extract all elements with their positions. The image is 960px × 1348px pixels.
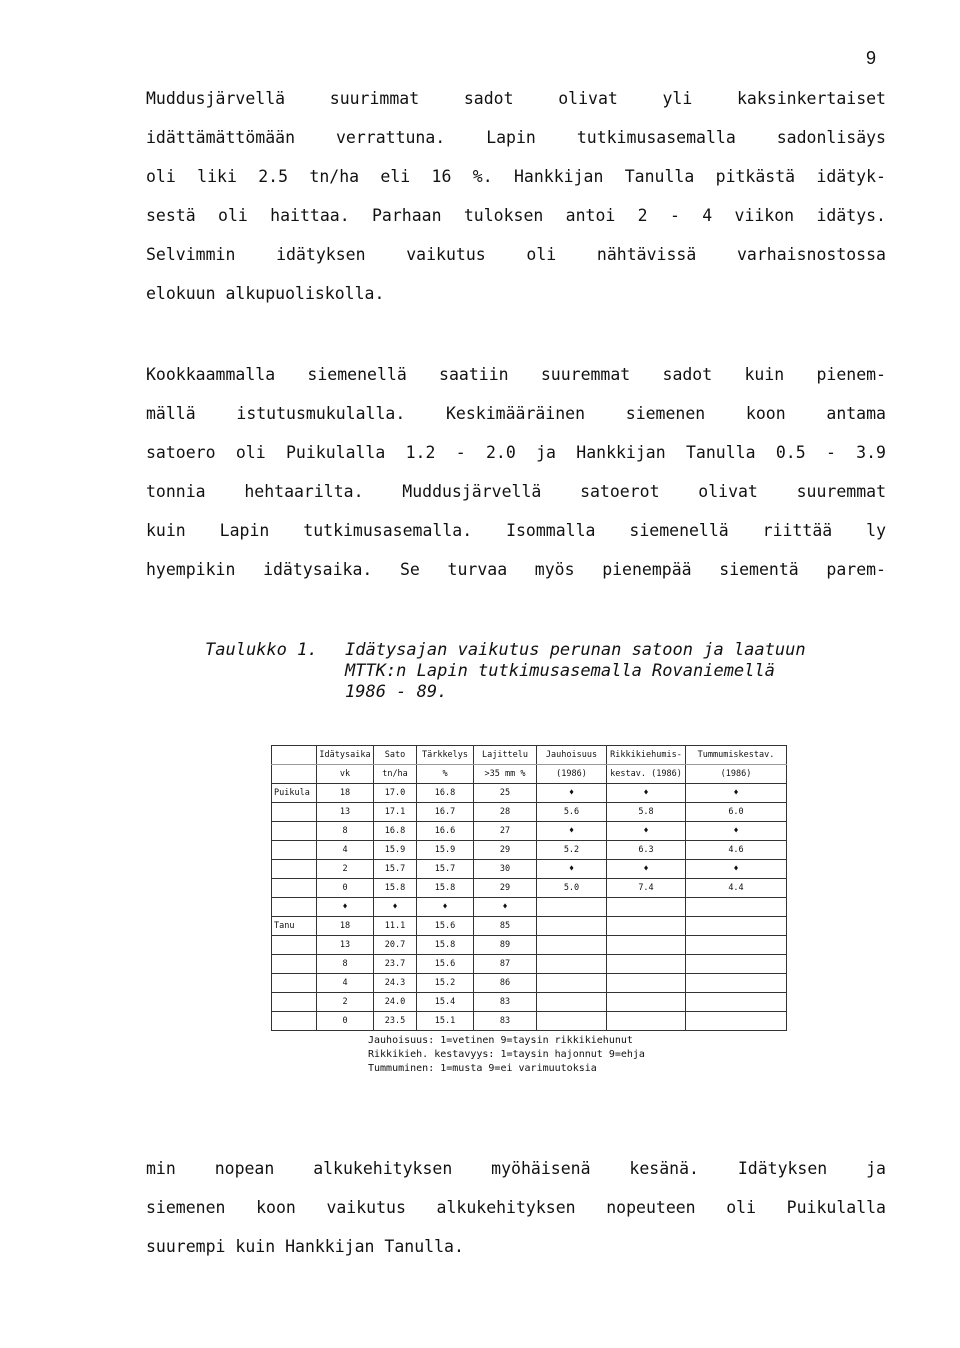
table-header-row-cell: >35 mm % [474, 765, 537, 784]
table-row [272, 860, 787, 879]
paragraph-2 [146, 364, 886, 598]
table-row-cell: 5.6 [537, 803, 607, 822]
table-row-cell [686, 917, 787, 936]
table-row [272, 1012, 787, 1031]
page-number: 9 [866, 48, 877, 68]
table-row-cell: Puikula [272, 784, 317, 803]
table-caption-line: MTTK:n Lapin tutkimusasemalla Rovaniemellä [345, 661, 775, 681]
table-row-cell: ♦ [607, 860, 686, 879]
table-row-cell: 15.9 [374, 841, 417, 860]
table-row-cell: 5.0 [537, 879, 607, 898]
table-row-cell: 85 [474, 917, 537, 936]
table-row-cell [272, 860, 317, 879]
table-header-row-cell: Rikkikiehumis- [607, 746, 686, 765]
table-header-row-cell: Tummumiskestav. [686, 746, 787, 765]
text-line: oli liki 2.5 tn/ha eli 16 %. Hankkijan Tanulla pitkästä idätyk- [146, 167, 886, 186]
text-line: mällä istutusmukulalla. Keskimääräinen siemenen koon antama [146, 404, 886, 423]
table-note: Jauhoisuus: 1=vetinen 9=taysin rikkikiehunut [368, 1035, 633, 1046]
table-row-cell: 17.1 [374, 803, 417, 822]
table-row-cell: ♦ [417, 898, 474, 917]
table-header-row-cell [272, 746, 317, 765]
table-row-cell: 16.8 [374, 822, 417, 841]
table-row-cell [272, 879, 317, 898]
text-line: hyempikin idätysaika. Se turvaa myös pienempää siementä parem- [146, 560, 886, 579]
text-line: elokuun alkupuoliskolla. [146, 284, 385, 303]
table-row-cell: 0 [317, 879, 374, 898]
table-row-cell [607, 955, 686, 974]
table-row-cell: 5.2 [537, 841, 607, 860]
table-row-cell: 20.7 [374, 936, 417, 955]
table-header-row-cell: Tärkkelys [417, 746, 474, 765]
table-header-row-cell [272, 765, 317, 784]
table-row-cell: 30 [474, 860, 537, 879]
table-caption-label: Taulukko 1. [205, 640, 318, 660]
table-row-cell: 0 [317, 1012, 374, 1031]
table-row-cell: 86 [474, 974, 537, 993]
table-row-cell: 25 [474, 784, 537, 803]
table-row-cell [272, 993, 317, 1012]
table-row-cell [537, 993, 607, 1012]
table-row-cell [272, 822, 317, 841]
table-row [272, 993, 787, 1012]
table-row-cell: 28 [474, 803, 537, 822]
table-row-cell: 7.4 [607, 879, 686, 898]
table-row-cell: ♦ [686, 822, 787, 841]
table-row-cell: 15.2 [417, 974, 474, 993]
text-line: Selvimmin idätyksen vaikutus oli nähtävissä varhaisnostossa [146, 245, 886, 264]
table-row-cell: 13 [317, 936, 374, 955]
table-row-cell [607, 1012, 686, 1031]
text-line: sestä oli haittaa. Parhaan tuloksen antoi 2 - 4 viikon idätys. [146, 206, 886, 225]
table-header-row-cell: vk [317, 765, 374, 784]
table-header-row-cell: Idätysaika [317, 746, 374, 765]
table-row-cell [607, 917, 686, 936]
table-row-cell: 6.3 [607, 841, 686, 860]
results-table [271, 745, 787, 1031]
table-row [272, 841, 787, 860]
table-row-cell: Tanu [272, 917, 317, 936]
table-row-cell: 16.8 [417, 784, 474, 803]
table-row-cell: 27 [474, 822, 537, 841]
table-row-cell: 5.8 [607, 803, 686, 822]
table-row-cell: ♦ [607, 822, 686, 841]
table-row-cell: 15.6 [417, 955, 474, 974]
table-row-cell: 11.1 [374, 917, 417, 936]
table-row-cell: 15.7 [417, 860, 474, 879]
table-row-cell: 15.6 [417, 917, 474, 936]
table-row-cell: 18 [317, 784, 374, 803]
table-row-cell [537, 955, 607, 974]
table-row [272, 936, 787, 955]
table-header-row [272, 765, 787, 784]
text-line: kuin Lapin tutkimusasemalla. Isommalla siemenellä riittää ly [146, 521, 886, 540]
text-line: suurempi kuin Hankkijan Tanulla. [146, 1237, 464, 1256]
table-row-cell: ♦ [474, 898, 537, 917]
table-row-cell: 83 [474, 1012, 537, 1031]
table-row-cell [537, 1012, 607, 1031]
table-row-cell: 6.0 [686, 803, 787, 822]
table-header-row-cell: Lajittelu [474, 746, 537, 765]
table-row-cell [272, 1012, 317, 1031]
table-row-cell [607, 898, 686, 917]
table-row-cell [607, 993, 686, 1012]
table-caption-line: 1986 - 89. [345, 682, 448, 702]
table-row-cell: 17.0 [374, 784, 417, 803]
table-header-row-cell: Jauhoisuus [537, 746, 607, 765]
table-row-cell [272, 955, 317, 974]
table-row-cell [607, 974, 686, 993]
table-row-cell: 15.4 [417, 993, 474, 1012]
table-row-cell: 15.1 [417, 1012, 474, 1031]
table-row-cell: 4.4 [686, 879, 787, 898]
table-row-cell: ♦ [607, 784, 686, 803]
table-row-cell [272, 803, 317, 822]
table-row-cell: ♦ [537, 784, 607, 803]
table-row-cell: 23.7 [374, 955, 417, 974]
table-row-cell: 15.8 [374, 879, 417, 898]
table-row-cell: 4 [317, 841, 374, 860]
table-row-cell [686, 898, 787, 917]
table-header-row-cell: (1986) [537, 765, 607, 784]
table-row-cell: 4 [317, 974, 374, 993]
table-row-cell: 16.7 [417, 803, 474, 822]
table-header-row-cell: % [417, 765, 474, 784]
table-row-cell [272, 841, 317, 860]
table-row-cell: ♦ [374, 898, 417, 917]
table-row-cell: ♦ [537, 860, 607, 879]
table-row-cell: 23.5 [374, 1012, 417, 1031]
table-row-cell: 24.3 [374, 974, 417, 993]
table-header-row-cell: kestav. (1986) [607, 765, 686, 784]
table-row-cell: ♦ [317, 898, 374, 917]
text-line: tonnia hehtaarilta. Muddusjärvellä satoerot olivat suuremmat [146, 482, 886, 501]
text-line: Muddusjärvellä suurimmat sadot olivat yli kaksinkertaiset [146, 89, 886, 108]
table-row-cell: 4.6 [686, 841, 787, 860]
paragraph-1 [146, 88, 886, 322]
table-row-cell: 89 [474, 936, 537, 955]
table-row-cell [537, 974, 607, 993]
table-row-cell: 15.7 [374, 860, 417, 879]
table-row-cell [686, 1012, 787, 1031]
table-row [272, 917, 787, 936]
table-row-cell: 15.8 [417, 879, 474, 898]
table-row-cell: 2 [317, 993, 374, 1012]
table-row-cell: 8 [317, 955, 374, 974]
table-row-cell: 29 [474, 879, 537, 898]
table-row-cell [686, 955, 787, 974]
text-line: idättämättömään verrattuna. Lapin tutkimusasemalla sadonlisäys [146, 128, 886, 147]
table-caption-line: Idätysajan vaikutus perunan satoon ja laatuun [345, 640, 806, 660]
table-header-row-cell: tn/ha [374, 765, 417, 784]
table-row-cell [686, 974, 787, 993]
table-row-cell: 87 [474, 955, 537, 974]
table-row-cell [537, 936, 607, 955]
table-row-cell: ♦ [686, 860, 787, 879]
table-row [272, 879, 787, 898]
table-row-cell: 83 [474, 993, 537, 1012]
text-line: siemenen koon vaikutus alkukehityksen nopeuteen oli Puikulalla [146, 1198, 886, 1217]
table-row-cell: 8 [317, 822, 374, 841]
table-row [272, 822, 787, 841]
table-row-cell: 18 [317, 917, 374, 936]
text-line: satoero oli Puikulalla 1.2 - 2.0 ja Hankkijan Tanulla 0.5 - 3.9 [146, 443, 886, 462]
table-row-cell [686, 936, 787, 955]
table-header-row [272, 746, 787, 765]
table-row-cell: ♦ [686, 784, 787, 803]
table-row-cell: ♦ [537, 822, 607, 841]
table-row [272, 898, 787, 917]
paragraph-3 [146, 1158, 886, 1275]
table-row-cell: 15.8 [417, 936, 474, 955]
table-row-cell: 2 [317, 860, 374, 879]
table-row [272, 803, 787, 822]
table-notes [368, 1034, 645, 1076]
table-note: Tummuminen: 1=musta 9=ei varimuutoksia [368, 1063, 597, 1074]
table-row-cell [272, 974, 317, 993]
table-caption [205, 640, 806, 703]
table-row-cell: 29 [474, 841, 537, 860]
table-row-cell: 24.0 [374, 993, 417, 1012]
table-header-row-cell: Sato [374, 746, 417, 765]
table-row-cell [272, 936, 317, 955]
table-row-cell [537, 898, 607, 917]
table-row-cell: 13 [317, 803, 374, 822]
table-row-cell: 16.6 [417, 822, 474, 841]
table-row-cell [272, 898, 317, 917]
text-line: Kookkaammalla siemenellä saatiin suuremmat sadot kuin pienem- [146, 365, 886, 384]
table-row-cell [607, 936, 686, 955]
table-row [272, 955, 787, 974]
table-note: Rikkikieh. kestavyys: 1=taysin hajonnut 9=ehja [368, 1049, 645, 1060]
table-row [272, 784, 787, 803]
table-header-row-cell: (1986) [686, 765, 787, 784]
table-row [272, 974, 787, 993]
table-row-cell [686, 993, 787, 1012]
table-row-cell: 15.9 [417, 841, 474, 860]
text-line: min nopean alkukehityksen myöhäisenä kesänä. Idätyksen ja [146, 1159, 886, 1178]
table-row-cell [537, 917, 607, 936]
